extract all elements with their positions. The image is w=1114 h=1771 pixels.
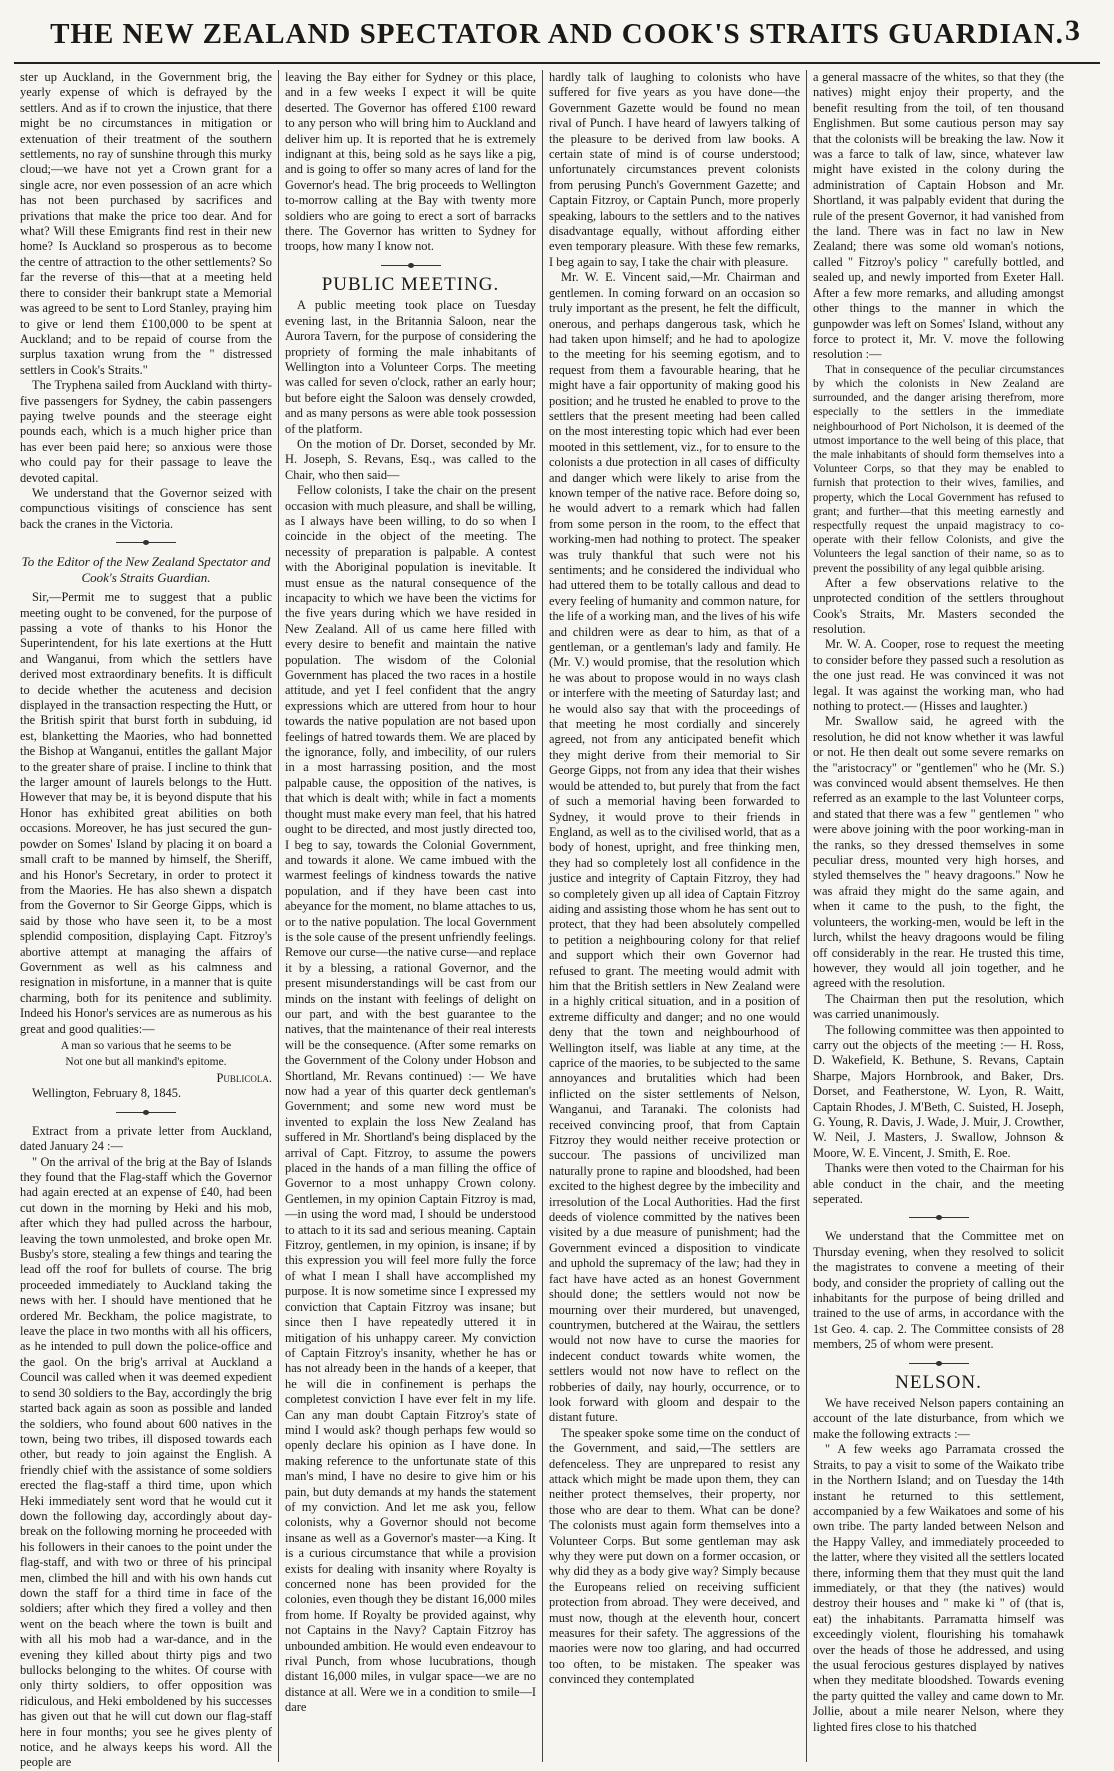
letter-heading: To the Editor of the New Zealand Spectator and Cook's Straits Guardian.: [21, 554, 271, 586]
paragraph: The speaker spoke some time on the conduct of the Government, and said,—The settlers are defenceless. They are unprepared to resist any attack which might be made upon them, they can neither protect themselves, their property, nor those who are dear to them. What can be done? The colonists must again form themselves into a Volunteer Corps. But some gentleman may ask why they were put down on a former occasion, or why did they as a body give way? Simply because the Europeans relied on receiving sufficient protection from abroad. They were deceived, and must now, though at the eleventh hour, concert measures for their safety. The aggressions of the maories were now too glaring, and had occurred too often, to be mistaken. The speaker was convinced they contemplated: [549, 1425, 800, 1687]
paragraph: a general massacre of the whites, so that they (the natives) might enjoy their property, and the benefit resulting from the toil, of ten thousand Englishmen. But some cautious person may say that the colonists will be breaking the law. Now it was a farce to talk of law, since, whatever law might have existed in the colony during the administration of Captain Hobson and Mr. Shortland, it was palpably evident that during the rule of the present Governor, it had vanished from the land. There was in fact no law in New Zealand; there was some old woman's notions, called " Fitzroy's policy " carefully bottled, and sealed up, and newly imported from Exeter Hall. After a few more remarks, and alluding amongst other things to the manner in which the gunpowder was left on Somes' Island, without any force to protect it, Mr. V. move the following resolution :—: [813, 70, 1064, 362]
letter-signature: Publicola.: [216, 1070, 272, 1085]
newspaper-title: THE NEW ZEALAND SPECTATOR AND COOK'S STRAITS GUARDIAN.: [50, 18, 1064, 50]
article-columns: [14, 70, 1100, 1770]
resolution-text: That in consequence of the peculiar circumstances by which the colonists in New Zealand are surrounded, and the danger arising therefrom, more especially to the settlers in the immediate neighbourhood of Port Nicholson, it is deemed of the utmost importance to the well being of this place, that the male inhabitants of should form themselves into a Volunteer Corps, so that they may be enabled to furnish that protection to their wives, families, and property, which the Local Government has refused to grant; and further—that this meeting earnestly and respectfully request the unpaid magistracy to co-operate with their fellow Colonists, and give the Volunteers the legal sanction of their name, so as to prevent the possibility of any legal quibble arising.: [813, 363, 1064, 575]
column-2: [278, 70, 542, 1762]
section-divider: [116, 540, 176, 546]
section-divider: [909, 1361, 969, 1367]
paragraph: We have received Nelson papers containing an account of the late disturbance, from which we make the following extracts :—: [813, 1396, 1064, 1441]
paragraph: Thanks were then voted to the Chairman for his able conduct in the chair, and the meeting seperated.: [813, 1161, 1064, 1207]
paragraph: On the motion of Dr. Dorset, seconded by Mr. H. Joseph, S. Revans, Esq., was called to the Chair, who then said—: [285, 436, 536, 482]
paragraph: hardly talk of laughing to colonists who have suffered for five years as you have done—the Government Gazette would be found no mean rival of Punch. I have heard of lawyers talking of the pleasure to be derived from law books. A certain state of mind is of course understood; unfortunately circumstances prevent colonists from perusing Punch's Government Gazette; and Captain Fitzroy, or Captain Punch, more properly speaking, labours to the settlers and to the natives disadvantage equally, without affording either even temporary pleasure. With these few remarks, I beg again to say, I take the chair with pleasure.: [549, 70, 800, 269]
verse-line: Not one but all mankind's epitome.: [65, 1055, 227, 1068]
section-divider: [909, 1215, 969, 1221]
paragraph: Sir,—Permit me to suggest that a public meeting ought to be convened, for the purpose of passing a vote of thanks to his Honor the Superintendent, for his late exertions at the Hutt and Wanganui, from which the settlers have derived most extraordinary benefits. It is difficult to decide whether the acuteness and decision displayed in the transaction respecting the Hutt, or the British spirit that burst forth in subduing, id est, blanketting the Maories, who had bonnetted the Bishop at Wanganui, entitles the gallant Major to the greater share of praise. I incline to think that the larger amount of laurels belongs to the Hutt. However that may be, it is beyond dispute that his Honor has exhibited great abilities on both occasions. Moreover, he has just secured the gun-powder on Somes' Island by placing it on board a small craft to be manned by himself, the Sheriff, and his Honor's Secretary, in order to protect it from the Maories. He has also shewn a dispatch from the Governor to Sir George Gipps, which is said by those who have seen it, to be a most splendid composition, displaying Capt. Fitzroy's abortive attempt at managing the affairs of Government as well as his calmness and resignation in misfortune, in a manner that is quite charming, both for its penitence and sublimity. Indeed his Honor's services are as numerous as his great and good qualities:—: [20, 590, 272, 1036]
paragraph: Extract from a private letter from Auckland, dated January 24 :—: [20, 1123, 272, 1154]
paragraph: leaving the Bay either for Sydney or this place, and in a few weeks I expect it will be quite deserted. The Governor has offered £100 reward to any person who will bring him to Auckland and deliver him up. It is reported that he is extremely indignant at this, being sold as he says like a pig, and is going to offer so many acres of land for the Governor's head. The brig proceeds to Wellington to-morrow calling at the Bay with twenty more soldiers who are going to erect a sort of barracks there. The Governor has written to Sydney for troops, how many I know not.: [285, 70, 536, 254]
section-heading: PUBLIC MEETING.: [321, 273, 500, 295]
page-number: 3: [1065, 14, 1080, 47]
paragraph: " A few weeks ago Parramata crossed the Straits, to pay a visit to some of the Waikato tribe in the Northern Island; and on Tuesday the 14th instant he returned to this settlement, accompanied by a few Waikatoes and some of his own tribe. The party landed between Nelson and the Happy Valley, and immediately proceeded to the latter, where they visited all the settlers located there, informing them that they must quit the land immediately, or that they (the natives) would destroy their houses and " make ki " of (that is, eat) the inhabitants. Parramatta himself was exceedingly violent, flourishing his tomahawk over the heads of those he addressed, and using the usual ferocious gestures displayed by natives when they meditate bloodshed. Towards evening the party quitted the valley and came down to Mr. Jollie, about a mile nearer Nelson, where they lighted fires close to his thatched: [813, 1442, 1065, 1734]
paragraph: We understand that the Committee met on Thursday evening, when they resolved to solicit the magistrates to convene a meeting of their body, and consider the propriety of calling out the inhabitants for the purpose of being drilled and trained to the use of arms, in accordance with the 1st Geo. 4. cap. 2. The Committee consists of 28 members, 25 of whom were present.: [813, 1229, 1064, 1352]
paragraph: ster up Auckland, in the Government brig, the yearly expense of which is defrayed by the settlers. And as if to crown the injustice, that there might be no circumstances in mitigation or extenuation of their treatment of the southern settlements, no ray of sunshine through this murky cloud;—we have not yet a Crown grant for a single acre, nor even possession of an acre which has not been purchased by sacrifices and privations that make the price too dear. And for what? Will these Emigrants find rest in their new home? Is Auckland so prosperous as to become the centre of attraction to the other settlements? So far the reverse of this—that at a meeting held there to consider their bankrupt state a Memorial was agreed to be sent to Lord Stanley, praying him to give or lend them £100,000 to be spent at Auckland; and to be repaid of course from the surplus taxation wrung from the " distressed settlers in Cook's Straits.": [20, 70, 272, 377]
paragraph: " On the arrival of the brig at the Bay of Islands they found that the Flag-staff which the Governor had again erected at an expense of £40, had been cut down in the morning by Heki and his mob, after which they had pulled across the harbour, leaving the town unmolested, and broke open Mr. Busby's store, stealing a few things and tearing the lead off the roof for bullets of course. The brig proceeded immediately to Auckland taking the news with her. I should have mentioned that he ordered Mr. Beckham, the police magistrate, to leave the place in two months with all his officers, as he intended to pull down the police-office and the gaol. On the brig's arrival at Auckland a Council was called when it was deemed expedient to send 30 soldiers to the Bay, accordingly the brig started back again as soon as possible and landed the soldiers, who found about 600 natives in the town, being two tribes, ill disposed towards each other, but ready to join against the English. A friendly chief with the assistance of some soldiers erected the flag-staff a third time, upon which Heki immediately sent word that he would cut it down the following day, accordingly about day-break on the following morning he proceeded with his followers in their canoes to the point under the flag-staff, and with two or three of his principal men, climbed the hill and with his own hands cut down the staff for a third time in face of the soldiers; after which they fired a volley and then went on the beach where the town is built and with all his mob had a war-dance, and in the evening they killed about thirty pigs and two bullocks belonging to the whites. Of course with only thirty soldiers, to offer opposition was ridiculous, and Heki emboldened by his successes has given out that he will cut down our flag-staff here in four months; you see he gives plenty of notice, and he always keeps his word. All the people are: [20, 1154, 272, 1770]
masthead: [14, 0, 1100, 64]
column-3: [542, 70, 806, 1762]
paragraph: Fellow colonists, I take the chair on the present occasion with much pleasure, and shall be willing, as I always have been willing, to do so when I coincide in the object of the meeting. The necessity of preparation is palpable. A contest with the Aboriginal population is inevitable. It must ensue as the natural consequence of the incapacity to which we have been the victims for the five years during which we have resided in New Zealand. All of us came here filled with every desire to benefit and maintain the native population. The wisdom of the Colonial Government has placed the two races in a hostile attitude, and yet I feel confident that the angry expressions which are uttered from hour to hour towards the native population are not based upon feelings of hatred towards them. We are placed by the ignorance, folly, and imbecility, of our rulers in a most harrassing position, and the most palpable cause, the opposition of the natives, is that which is dealt with; while in fact a moments thought must make every man feel, that his hatred ought to be directed, and most justly directed too, I beg to say, towards the Colonial Government, and towards it alone. We came imbued with the warmest feelings of kindness towards the native population, and if they have been cast into abeyance for the moment, no blame attaches to us, or to the native population. The local Government is the sole cause of the present unfriendly feelings. Remove our curse—the native curse—and replace it by a blessing, a rational Governor, and the present misunderstandings will be cast from our minds on the instant with feelings of delight on our part, and with the best guarantee to the natives, that the maintenance of their real interests will be the consequence. (After some remarks on the Government of the Colony under Hobson and Shortland, Mr. Revans continued) :— We have now had a year of this quarter deck gentleman's Government; and some new word must be invented to explain the loss New Zealand has suffered in Mr. Shortland's being displaced by the arrival of Capt. Fitzroy, to assume the powers placed in the hands of a man filling the office of Governor to a most unhappy Crown colony. Gentlemen, in my opinion Captain Fitzroy is mad, —in using the word mad, I should be understood to attach to it its sad and serious meaning. Captain Fitzroy, gentlemen, in my opinion, is insane; if by this expression you will feel more fully the force of what I mean I shall have accomplished my purpose. It is now sometime since I expressed my conviction that Captain Fitzroy was insane; but since then I have repeatedly uttered it in mitigation of his unhappy career. My conviction of Captain Fitzroy's insanity, whether he has or has not already been in the hands of a keeper, that he will die in confinement is perhaps the completest conviction I have ever felt in my life. Can any man doubt Captain Fitzroy's state of mind I would ask? though perhaps few would so openly declare his opinion as I have done. In making reference to the unfortunate state of this man's mind, I have no desire to give him or his pain, but duty demands at my hands the statement of my conviction. And let me ask you, fellow colonists, why a Governor should not become insane as well as a Governor's master—a King. It is a curious circumstance that while a provision exists for dealing with insanity where Royalty is concerned none has been provided for the colonies, even though they be distant 16,000 miles from home. If Royalty be provided against, why not Captains in the Navy? Captain Fitzroy has unbounded ambition. He would even endeavour to rival Punch, from whose lucubrations, though distant 16,000 miles, in vulgar space—we are no distance at all. Were we in a condition to smile—I dare: [285, 483, 536, 1715]
paragraph: The following committee was then appointed to carry out the objects of the meeting :— H. Ross, D. Wakefield, K. Bethune, S. Revans, Captain Sharpe, Majors Hornbrook, and Baker, Drs. Dorset, and Featherstone, W. Lyon, R. Waitt, Captain Rhodes, J. M'Beth, C. Suisted, H. Joseph, G. Young, R. Davis, J. Wade, J. Muir, J. Crowther, W. Neil, J. Masters, J. Swallow, Johnson & Moore, W. E. Vincent, J. Smith, E. Roe.: [813, 1022, 1064, 1160]
column-4: [806, 70, 1070, 1762]
section-divider: [116, 1110, 176, 1116]
verse-line: A man so various that he seems to be: [60, 1039, 232, 1052]
paragraph: Mr. W. E. Vincent said,—Mr. Chairman and gentlemen. In coming forward on an occasion so truly important as the present, he felt the difficult, onerous, and perhaps dangerous task, which he had taken upon himself; and he had to apologize to the meeting for his seeming egotism, and to request from them a favourable hearing, that he might have a fair opportunity of making good his position; and he trusted he enabled to prove to the settlers that the present meeting had been called on the most interesting topic which had ever been mooted in this settlement, viz., for to ensure to the colonists a due protection in all cases of difficulty and danger which were likely to arise from the known temper of the native race. Before doing so, he would advert to a remark which had fallen from some person in the room, to the effect that working-men had nothing to protect. The speaker was truly thankful that such were not his sentiments; and he considered the individual who had uttered them to be totally callous and dead to every feeling of humanity and common nature, for the life of a working man, and the lives of his wife and children were as dear to him, as that of a gentleman, or a gentleman's lady and family. He (Mr. V.) would promise, that the resolution which he was about to propose would in no ways clash or interfere with the meeting of Saturday last; and he would also say that with the proceedings of that meeting he most cordially and sincerely agreed, not from any anticipated benefit which they might derive from their memorial to Sir George Gipps, not from any idea that their wishes would be attended to, but purely that from the fact of such a memorial having been forwarded to Sydney, it would prove to their friends in England, as well as to the civilised world, that as a body of honest, upright, and free thinking men, they had so completely lost all confidence in the justice and integrity of Captain Fitzroy, they had so completely given up all idea of Captain Fitzroy aiding and assisting those whom he has sent out to protect, that they had been absolutely compelled to petition a neighbouring colony for that relief and support which their own Governor had refused to grant. The meeting would admit with him that the British settlers in New Zealand were in a highly critical situation, and in a position of extreme difficulty and danger; and no one would deny that the town and neighbourhood of Wellington itself, was liable at any time, at the caprice of the maories, to be subjected to the same annoyances and brutalities which had been inflicted on the sister settlements of Nelson, Wanganui, and Taranaki. The colonists had received convincing proof, that from Captain Fitzroy they would neither receive protection or succour. The passions of uncivilized man naturally prone to rapine and bloodshed, had been excited to the highest degree by the imbecility and irresolution of the Local Authorities. Had the first deeds of violence committed by the natives been visited by a due measure of punishment; had the Government evinced a disposition to vindicate and uphold the supremacy of the law; had they in fact have have acted as an honest Government should done; the settlers would not now be mourning over their murdered, but unavenged, countrymen, butchered at the Wairau, the settlers would not now have to curse the maories for indecent conduct towards white women, the settlers would not now have to reflect on the robberies of daily, nay hourly, occurrence, or to look forward with gloom and despair to the distant future.: [549, 270, 800, 1425]
paragraph: After a few observations relative to the unprotected condition of the settlers throughout Cook's Straits, Mr. Masters seconded the resolution.: [813, 575, 1064, 636]
column-1: [14, 70, 278, 1770]
section-divider: [381, 263, 441, 269]
paragraph: Mr. W. A. Cooper, rose to request the meeting to consider before they passed such a resolution as the one just read. He was convinced it was not legal. It was against the working man, who had nothing to protect.— (Hisses and laughter.): [813, 637, 1064, 714]
paragraph: Mr. Swallow said, he agreed with the resolution, he did not know whether it was lawful or not. He then dealt out some severe remarks on the "aristocracy" or "gentlemen" who he (Mr. S.) was convinced would absent themselves. He then referred as an example to the last Volunteer corps, and stated that there was a few " gentlemen " who were above joining with the poor working-man in the ranks, so they dressed themselves in some peculiar dress, mounted very high horses, and styled themselves the " heavy dragoons." Now he was afraid they might do the same again, and when it came to the push, to the fight, the volunteers, the working-men, would be left in the lurch, whilst the heavy dragoons would be filing off considerably in the rear. He trusted this time, however, they would all join together, and he agreed with the resolution.: [813, 714, 1064, 991]
paragraph: The Tryphena sailed from Auckland with thirty-five passengers for Sydney, the cabin passengers paying twelve pounds and the steerage eight pounds each, which is a much higher price than has ever been paid here; so anxious were those who could pay for their passage to leave the devoted capital.: [20, 378, 272, 485]
paragraph: We understand that the Governor seized with compunctious visitings of conscience has sent back the cranes in the Victoria.: [20, 485, 272, 531]
section-heading: NELSON.: [895, 1371, 982, 1393]
paragraph: The Chairman then put the resolution, which was carried unanimously.: [813, 991, 1064, 1022]
letter-date: Wellington, February 8, 1845.: [32, 1086, 182, 1101]
paragraph: A public meeting took place on Tuesday evening last, in the Britannia Saloon, near the Aurora Tavern, for the purpose of considering the propriety of forming the male inhabitants of Wellington into a Volunteer Corps. The meeting was called for seven o'clock, rather an early hour; but before eight the Saloon was densely crowded, and as many persons as were able took possession of the platform.: [285, 298, 536, 436]
